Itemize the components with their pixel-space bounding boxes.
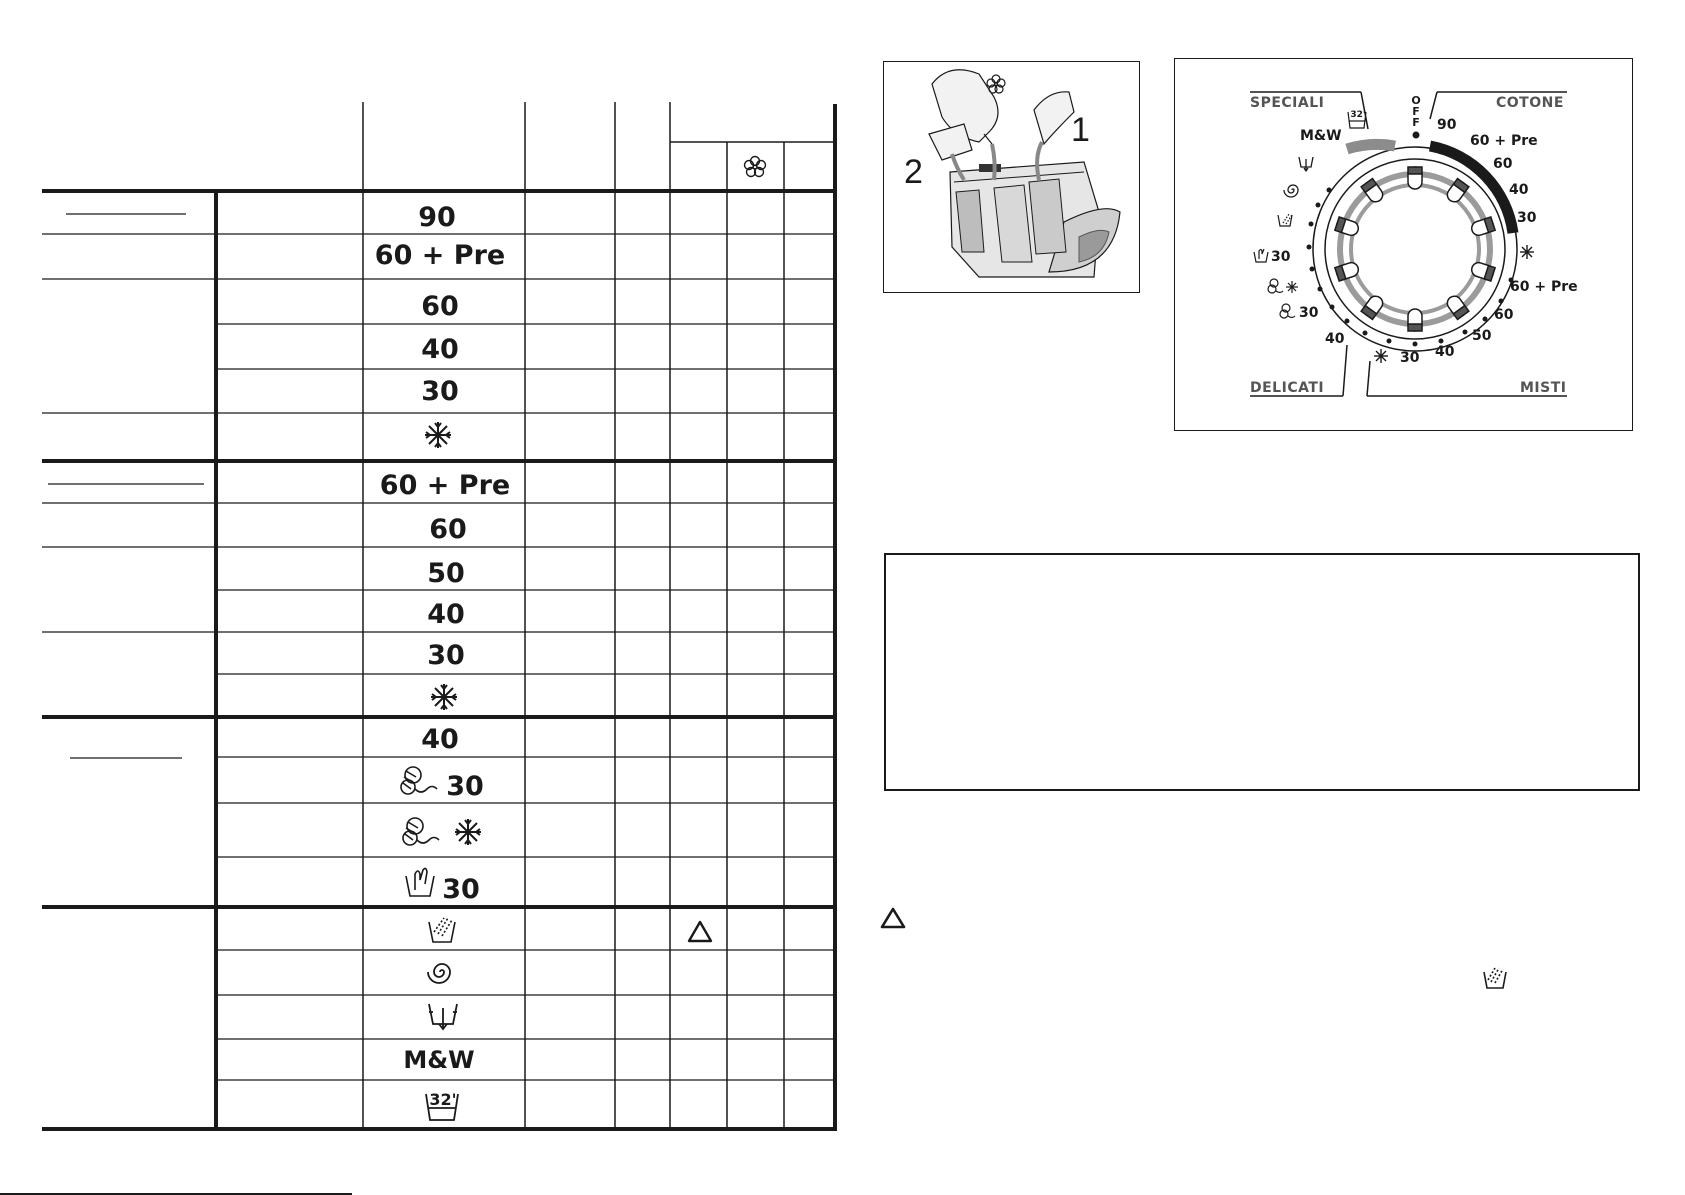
svg-text:O: O <box>1411 94 1421 107</box>
detergent-drawer-figure <box>883 61 1140 293</box>
row-cotone-90: 90 <box>418 202 456 233</box>
dial-misti-60-pre: 60 + Pre <box>1510 279 1578 295</box>
row-misti-50: 50 <box>427 558 465 589</box>
dial-speciali-mw: M&W <box>1300 128 1342 144</box>
wool-cold-icon <box>1268 279 1298 293</box>
row-cotone-40: 40 <box>421 334 459 365</box>
dial-off-position <box>1411 94 1420 139</box>
row-misti-30: 30 <box>427 640 465 671</box>
row-delicati-40: 40 <box>421 724 459 755</box>
dial-misti-40: 40 <box>1435 344 1455 360</box>
row-misti-60: 60 <box>429 514 467 545</box>
warning-triangle-icon <box>689 922 711 941</box>
hand-wash-icon <box>406 868 434 896</box>
dial-cotone-90: 90 <box>1437 117 1457 133</box>
dial-section-misti: MISTI <box>1520 380 1567 396</box>
row-misti-40: 40 <box>427 599 465 630</box>
dial-delicati-hand-30: 30 <box>1271 249 1291 265</box>
dial-delicati-wool-30: 30 <box>1299 305 1319 321</box>
dial-section-speciali: SPECIALI <box>1250 95 1325 111</box>
dial-misti-60: 60 <box>1494 307 1514 323</box>
drain-icon <box>429 1004 457 1029</box>
dial-misti-30: 30 <box>1400 350 1420 366</box>
row-cotone-30: 30 <box>421 376 459 407</box>
dial-delicati-40: 40 <box>1325 331 1345 347</box>
warning-triangle-icon <box>880 906 906 930</box>
dial-speciali-32: 32' <box>1350 110 1366 120</box>
dial-misti-50: 50 <box>1472 328 1492 344</box>
programme-table <box>0 0 840 1191</box>
row-misti-60-pre: 60 + Pre <box>379 470 511 501</box>
row-speciali-32: 32' <box>429 1090 457 1109</box>
wool-icon <box>401 767 437 794</box>
rinse-icon <box>1481 964 1509 992</box>
softener-flower-icon <box>745 157 766 177</box>
dial-cotone-30: 30 <box>1517 210 1537 226</box>
dial-cotone-40: 40 <box>1509 182 1529 198</box>
hand-wash-icon <box>1254 249 1268 262</box>
rinse-icon <box>1278 214 1292 226</box>
dial-section-delicati: DELICATI <box>1250 380 1325 396</box>
row-cotone-60-pre: 60 + Pre <box>374 240 506 271</box>
spin-icon <box>1284 185 1298 197</box>
dial-section-cotone: COTONE <box>1496 95 1564 111</box>
rinse-icon <box>429 918 455 942</box>
note-box <box>884 553 1640 791</box>
wool-icon <box>1280 304 1295 318</box>
dial-cotone-60: 60 <box>1493 156 1513 172</box>
row-delicati-wool-30: 30 <box>446 771 484 802</box>
cold-wash-icon <box>431 684 457 710</box>
svg-text:F: F <box>1412 105 1420 118</box>
softener-flower-icon <box>987 75 1005 93</box>
svg-text:F: F <box>1412 116 1420 129</box>
dial-cotone-60-pre: 60 + Pre <box>1470 133 1538 149</box>
cold-wash-icon <box>425 422 451 448</box>
wool-cold-icon <box>403 818 481 845</box>
drain-icon <box>1299 157 1313 171</box>
cold-wash-icon <box>1520 245 1534 259</box>
step-label-2: 2 <box>904 153 923 191</box>
cold-wash-icon <box>1374 349 1388 363</box>
row-speciali-mw: M&W <box>403 1046 475 1074</box>
row-cotone-60: 60 <box>421 291 459 322</box>
spin-icon <box>428 964 450 983</box>
programme-dial-figure <box>1174 58 1633 431</box>
row-delicati-hand-30: 30 <box>442 874 480 905</box>
step-label-1: 1 <box>1071 111 1090 149</box>
